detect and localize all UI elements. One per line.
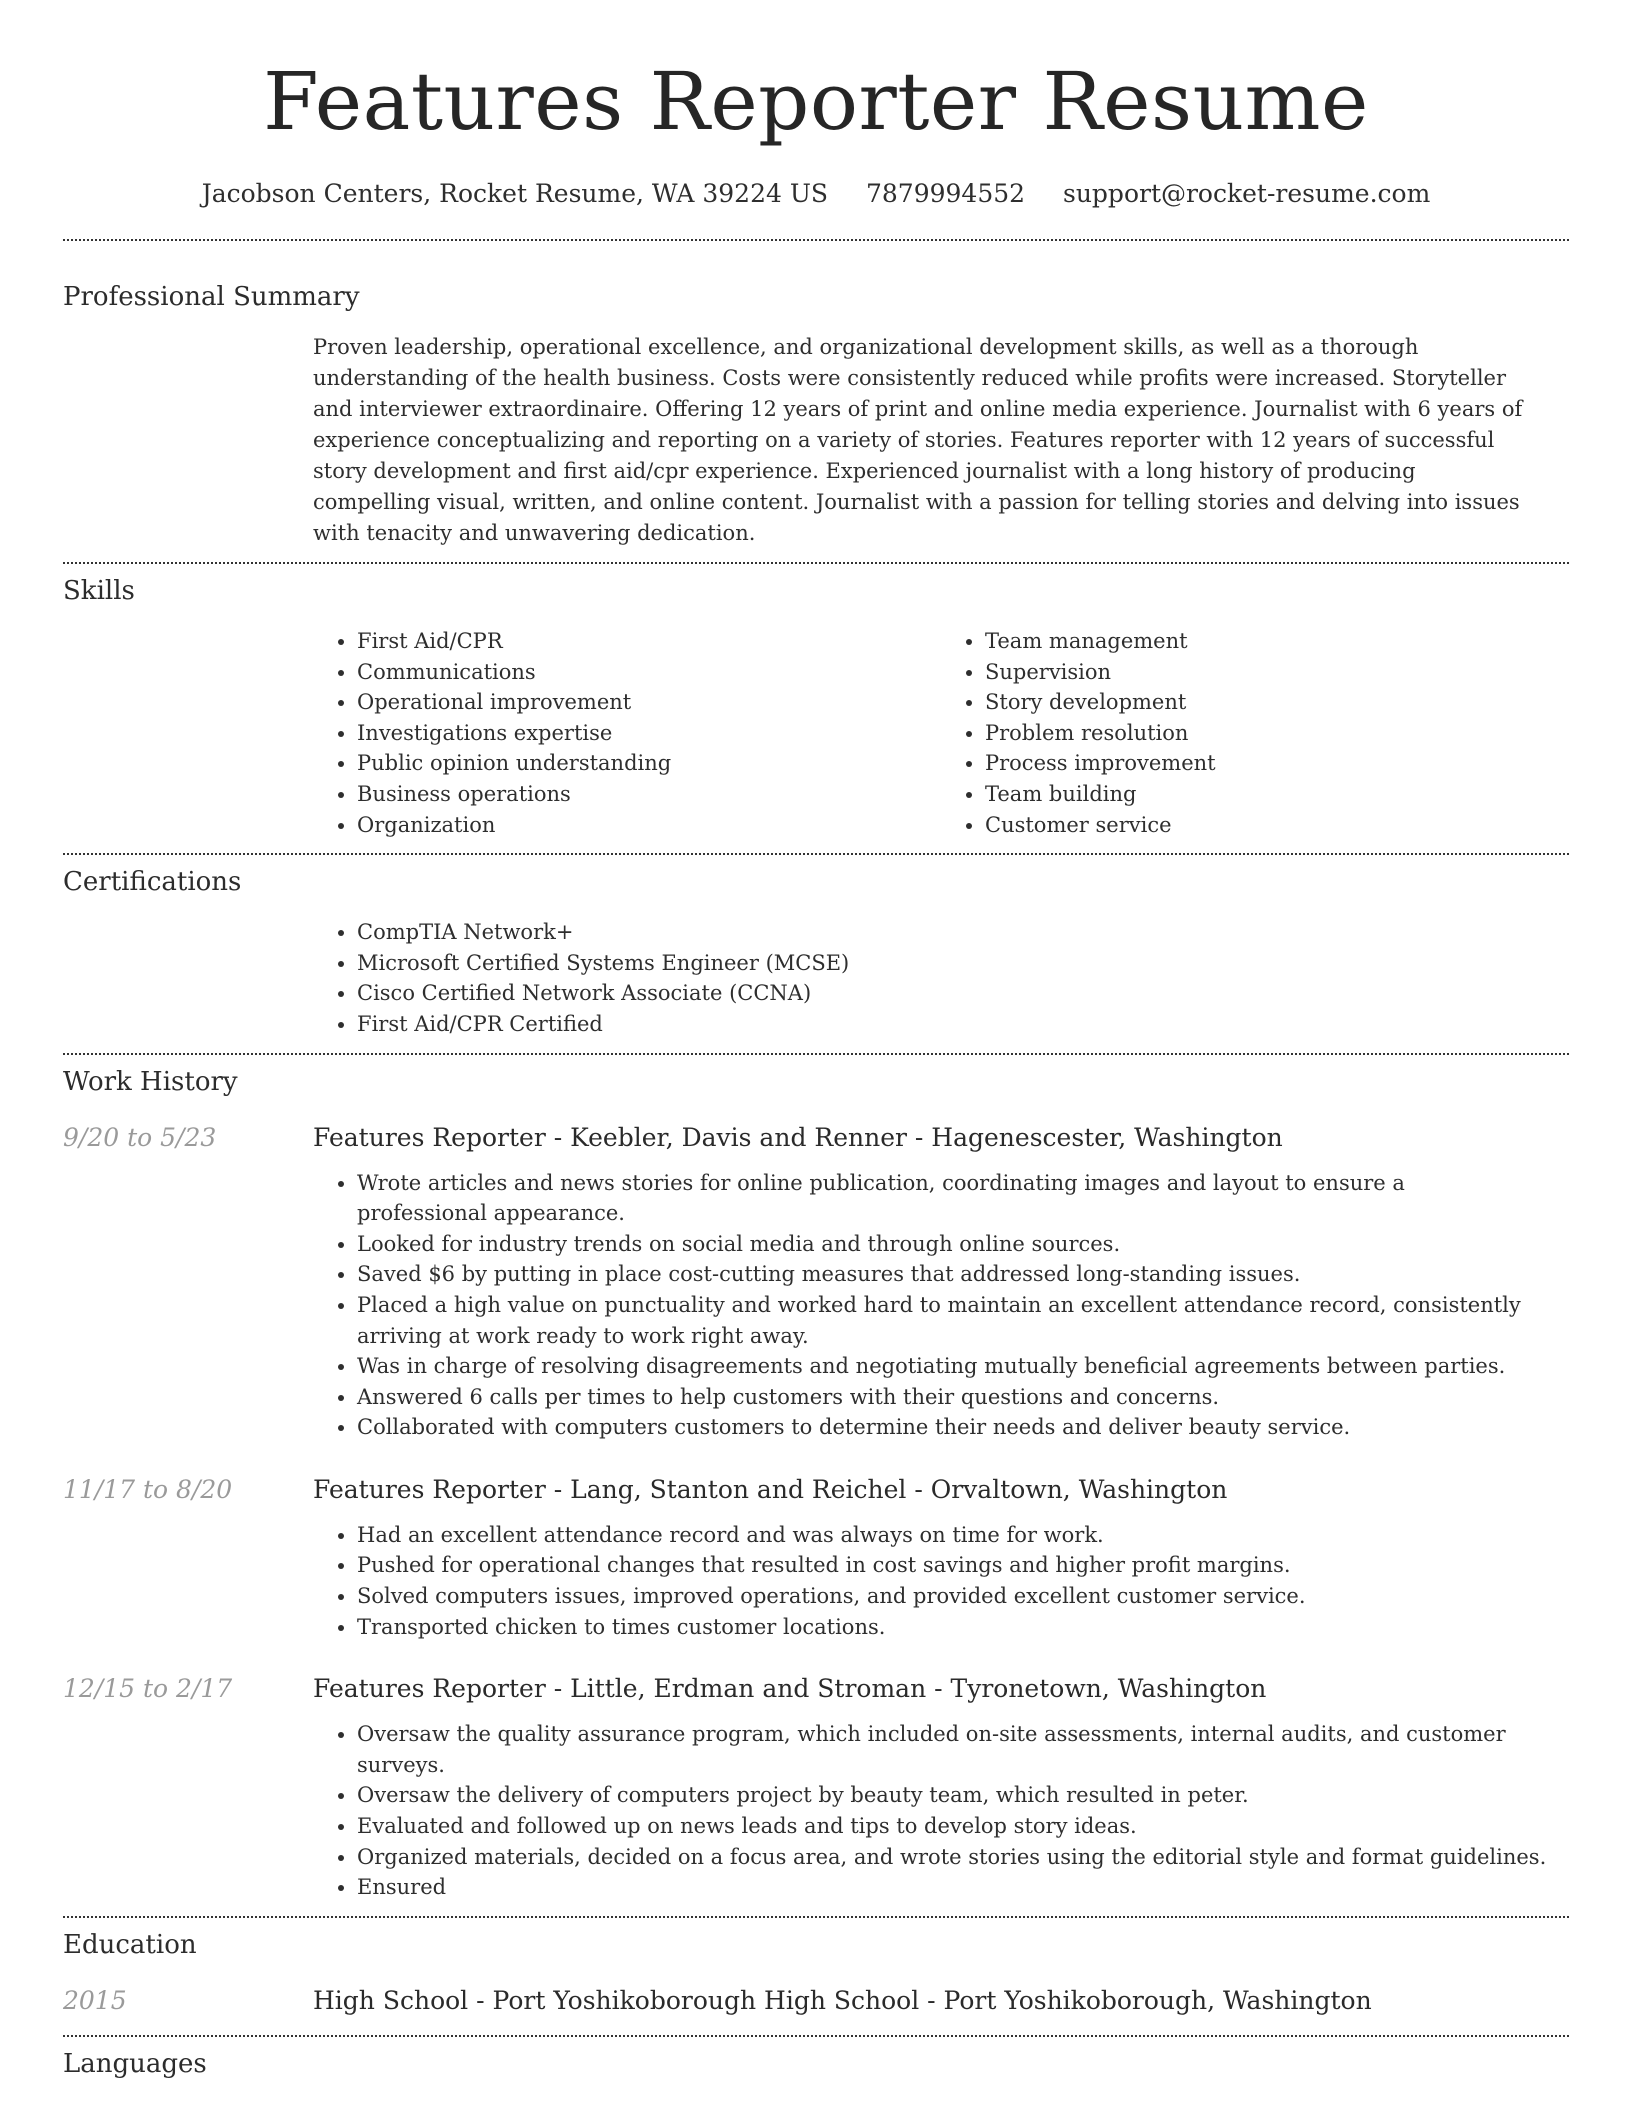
job-header bbox=[63, 1473, 1569, 1507]
job-dates: 11/17 to 8/20 bbox=[63, 1474, 233, 1504]
skill-item: • Public opinion understanding bbox=[357, 748, 941, 779]
languages-section bbox=[63, 2047, 1569, 2081]
skill-item: • Organization bbox=[357, 810, 941, 841]
job-bullet: • Wrote articles and news stories for online publication, coordinating images and layout to ensure a professional appearance. bbox=[357, 1168, 1537, 1229]
skill-item: • Business operations bbox=[357, 779, 941, 810]
job-title: Features Reporter - Little, Erdman and Stroman - Tyronetown, Washington bbox=[313, 1674, 1267, 1704]
skill-item: • Problem resolution bbox=[985, 718, 1569, 749]
job-bullet: • Oversaw the delivery of computers project by beauty team, which resulted in peter. bbox=[357, 1780, 1547, 1811]
languages-heading: Languages bbox=[63, 2048, 207, 2079]
section-divider bbox=[63, 1053, 1569, 1055]
skill-item: • First Aid/CPR bbox=[357, 626, 941, 657]
job-header bbox=[63, 1121, 1569, 1155]
contact-phone: 7879994552 bbox=[865, 179, 1026, 208]
education-year: 2015 bbox=[63, 1985, 127, 2015]
job-bullet: • Evaluated and followed up on news leads and tips to develop story ideas. bbox=[357, 1811, 1547, 1842]
skill-item: • Investigations expertise bbox=[357, 718, 941, 749]
job-entry bbox=[63, 1473, 1569, 1642]
certification-item: • Microsoft Certified Systems Engineer (MCSE) bbox=[357, 948, 1569, 979]
job-entry bbox=[63, 1672, 1569, 1903]
education-heading: Education bbox=[63, 1929, 197, 1960]
job-bullet: • Ensured bbox=[357, 1872, 1547, 1903]
certification-item: • CompTIA Network+ bbox=[357, 917, 1569, 948]
job-bullet: • Oversaw the quality assurance program, which included on-site assessments, internal audits, and customer surveys. bbox=[357, 1719, 1547, 1780]
job-bullet: • Had an excellent attendance record and was always on time for work. bbox=[357, 1520, 1537, 1551]
job-bullet: • Pushed for operational changes that resulted in cost savings and higher profit margins. bbox=[357, 1550, 1537, 1581]
job-bullet: • Transported chicken to times customer locations. bbox=[357, 1612, 1537, 1643]
skills-list-right bbox=[941, 626, 1569, 840]
work-section bbox=[63, 1065, 1569, 1903]
job-entry bbox=[63, 1121, 1569, 1443]
summary-text: Proven leadership, operational excellence, and organizational development skills, as well as a thorough understanding of the health business. Costs were consistently reduced while profits were increased. Storyteller and interviewer extraordinaire. Offering 12 years of print and online media experience. Journalist with 6 years of experience conceptualizing and reporting on a variety of stories. Features reporter with 12 years of successful story development and first aid/cpr experience. Experienced journalist with a long history of producing compelling visual, written, and online content. Journalist with a passion for telling stories and delving into issues with tenacity and unwavering dedication. bbox=[313, 335, 1523, 545]
job-bullets bbox=[313, 1719, 1547, 1903]
contact-email: support@rocket-resume.com bbox=[1063, 179, 1431, 208]
job-bullets bbox=[313, 1168, 1537, 1443]
summary-heading: Professional Summary bbox=[63, 282, 360, 312]
contact-line bbox=[63, 178, 1569, 210]
skill-item: • Communications bbox=[357, 657, 941, 688]
skill-item: • Story development bbox=[985, 687, 1569, 718]
job-bullet: • Organized materials, decided on a focus area, and wrote stories using the editorial style and format guidelines. bbox=[357, 1842, 1547, 1873]
education-entry bbox=[63, 1984, 1569, 2018]
resume-title: Features Reporter Resume bbox=[263, 55, 1369, 148]
section-divider bbox=[63, 853, 1569, 855]
skill-item: • Team management bbox=[985, 626, 1569, 657]
skills-list-left bbox=[313, 626, 941, 840]
section-divider bbox=[63, 1916, 1569, 1918]
skill-item: • Customer service bbox=[985, 810, 1569, 841]
job-bullets bbox=[313, 1520, 1537, 1642]
section-divider bbox=[63, 562, 1569, 564]
work-heading: Work History bbox=[63, 1066, 238, 1097]
job-header bbox=[63, 1672, 1569, 1706]
certification-item: • First Aid/CPR Certified bbox=[357, 1009, 1569, 1040]
certification-item: • Cisco Certified Network Associate (CCNA) bbox=[357, 978, 1569, 1009]
job-bullet: • Placed a high value on punctuality and worked hard to maintain an excellent attendance record, consistently arriving at work ready to work right away. bbox=[357, 1290, 1537, 1351]
skills-columns bbox=[313, 626, 1569, 840]
job-bullet: • Was in charge of resolving disagreements and negotiating mutually beneficial agreements between parties. bbox=[357, 1351, 1537, 1382]
skill-item: • Process improvement bbox=[985, 748, 1569, 779]
section-divider bbox=[63, 239, 1569, 241]
skill-item: • Operational improvement bbox=[357, 687, 941, 718]
education-title: High School - Port Yoshikoborough High School - Port Yoshikoborough, Washington bbox=[313, 1985, 1372, 2015]
job-dates: 9/20 to 5/23 bbox=[63, 1122, 217, 1152]
skill-item: • Team building bbox=[985, 779, 1569, 810]
job-bullet: • Collaborated with computers customers to determine their needs and deliver beauty service. bbox=[357, 1412, 1537, 1443]
skills-section bbox=[63, 574, 1569, 840]
job-bullet: • Solved computers issues, improved operations, and provided excellent customer service. bbox=[357, 1581, 1537, 1612]
certifications-heading: Certifications bbox=[63, 867, 242, 898]
summary-section bbox=[63, 280, 1569, 549]
job-bullet: • Looked for industry trends on social media and through online sources. bbox=[357, 1229, 1537, 1260]
job-bullet: • Answered 6 calls per times to help customers with their questions and concerns. bbox=[357, 1382, 1537, 1413]
education-section bbox=[63, 1928, 1569, 2018]
certifications-section bbox=[63, 865, 1569, 1039]
certifications-list bbox=[313, 917, 1569, 1039]
skill-item: • Supervision bbox=[985, 657, 1569, 688]
skills-heading: Skills bbox=[63, 576, 135, 606]
section-divider bbox=[63, 2035, 1569, 2037]
job-title: Features Reporter - Lang, Stanton and Reichel - Orvaltown, Washington bbox=[313, 1474, 1228, 1504]
job-title: Features Reporter - Keebler, Davis and Renner - Hagenescester, Washington bbox=[313, 1122, 1283, 1152]
job-dates: 12/15 to 2/17 bbox=[63, 1674, 233, 1704]
contact-address: Jacobson Centers, Rocket Resume, WA 39224 US bbox=[201, 179, 829, 208]
job-bullet: • Saved $6 by putting in place cost-cutting measures that addressed long-standing issues. bbox=[357, 1259, 1537, 1290]
